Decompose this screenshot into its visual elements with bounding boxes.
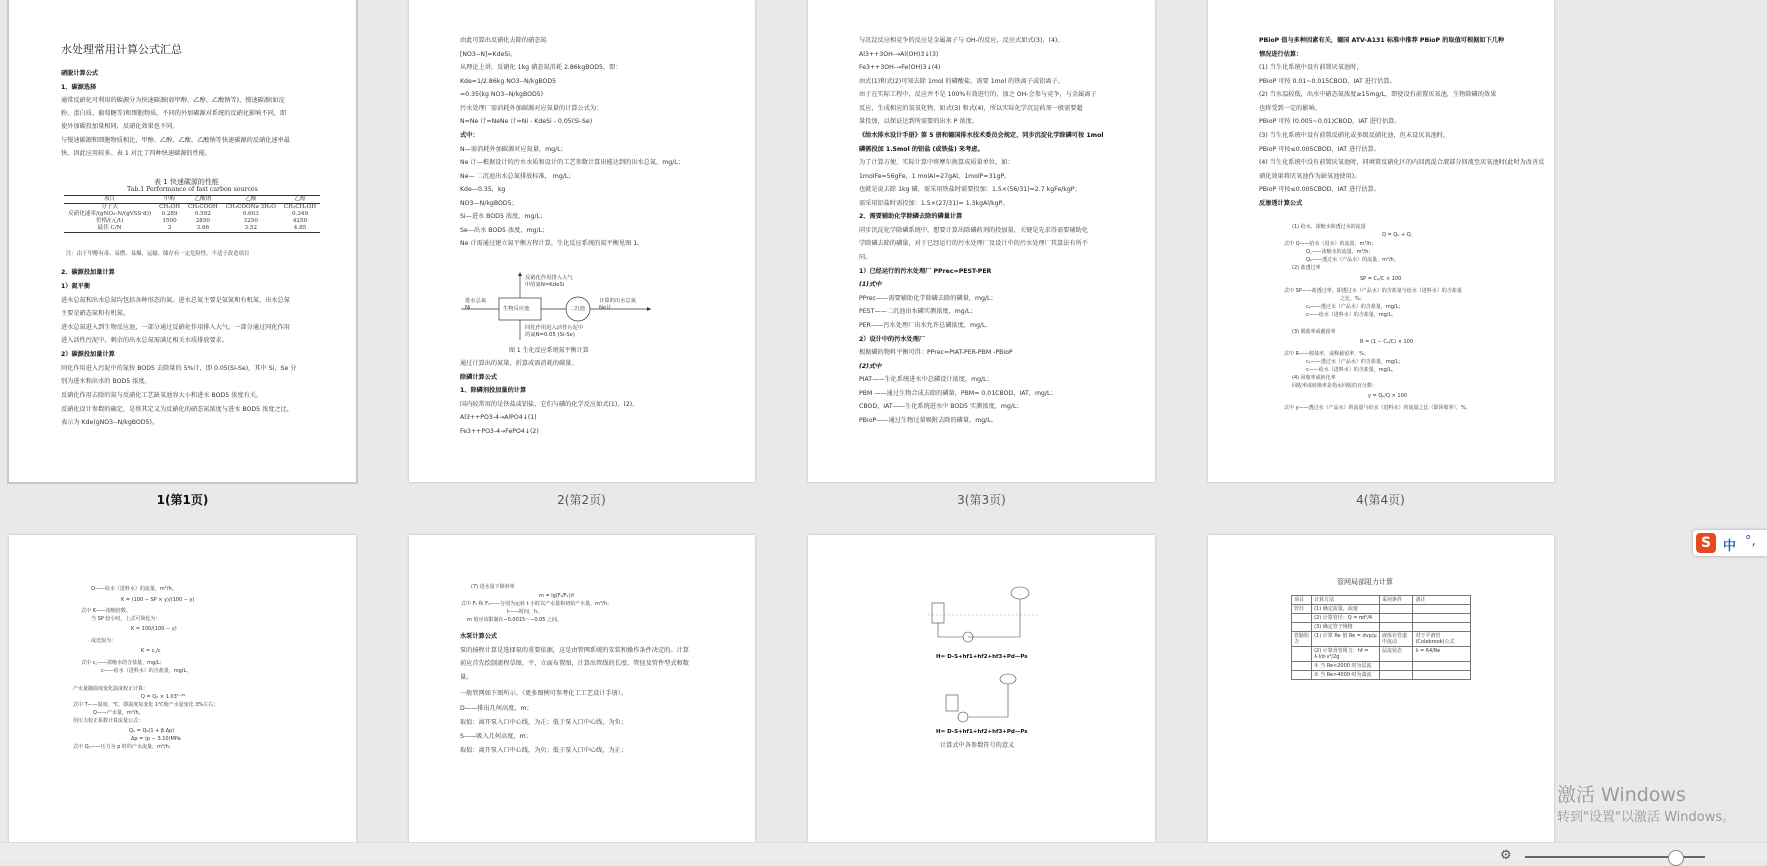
table-cell: 价格/(元/t) [95,218,124,224]
page-thumbnail-5[interactable] [9,535,356,842]
p3-line: 学除磷去除的磷量，对于已经运行的污水处理厂及设计中的污水处理厂其算法有所不 [859,240,1088,247]
formula-line: Δp = (p − 3.10)MPa [131,736,181,742]
table-cell: 反硝化速率/(gNO₃-N/(gVSS·d)) [68,211,152,217]
p2-line: 1、除磷剂投加量的计算 [460,387,527,394]
diagram-label-atmosphere: 反硝化作用排入大气 中的氮N=KdeSi [525,275,573,288]
activation-watermark-subtitle: 转到"设置"以激活 Windows。 [1557,810,1736,825]
p6-line: 一般管网如下图所示。（更多图例可参考化工工艺设计手册）。 [460,690,628,697]
table-cell [1413,662,1471,671]
formula-line: 式中 K——浓缩倍数。 [81,608,131,614]
p1-line: 2、碳源投加量计算 [61,269,115,276]
p1-line: 进水总氮和出水总氮均包括各种形态的氮。进水总氮主要是氨氮和有机氮，出水总氮 [61,297,290,304]
page-thumbnail-8[interactable] [1208,535,1554,842]
figure-caption: 计算式中各参数符号的意义 [940,742,1015,749]
p3-line: PBM ——通过生物合成去除的磷量，PBM= 0.01CBOD，IAT，mg/L； [859,390,1057,397]
formula-line: 式中 SP——盐透过率，即透过水（产品水）的含盐量与给水（进料水）的含盐量 [1284,288,1462,294]
p4-line: PBioP 可按≤0.005CBOD，IAT 进行估算。 [1259,186,1380,193]
p1-line: 1）氮平衡 [61,283,91,290]
p3-line: (1)式中 [859,281,882,288]
table-header-cell: 项目 [1292,596,1312,605]
p2-line: Al3++PO3-4→AlPO4↓(1) [460,414,537,421]
p2-line: 除磷计算公式 [460,374,498,381]
table-cell: 4.85 [280,225,320,233]
p3-line: 需采用铝盐时需投加：1.5×(27/31)= 1.3kgAl/kgP。 [859,200,1009,207]
table-caption: 表 1 快速碳源的性能 [154,178,219,186]
p4-line: (3) 当生化系统中设有前置反硝化或多级反硝化池，但未设厌氧池时， [1259,132,1450,139]
p3-line: 为了计算方便，实际计算中将摩尔换算成质量单位，如： [859,159,1014,166]
p3-line: Fe3++3OH-→Fe(OH)3↓(4) [859,64,941,71]
p3-line: 1molFe=56gFe，1 molAl=27gAl，1molP=31gP。 [859,173,1011,180]
page-thumbnail-7[interactable] [808,535,1155,842]
p4-line: PBioP 可按 0.01~0.015CBOD，IAT 进行估算。 [1259,78,1396,85]
formula-line: 式中 y——透过水（产品水）的流量与给水（进料水）的流量之比（即回收率），%。 [1284,405,1471,411]
formula-line: SP = Cₚ/C × 100 [1360,276,1402,282]
p3-line: 由于在实际工程中，反应并不是 100%有效进行的，加之 OH-会参与竞争，与金属离子 [859,91,1097,98]
p3-line: PPrec——需要辅助化学除磷去除的磷量，mg/L； [859,295,997,302]
p1-line: 进入活性污泥中，剩余的出水总氮需满足相关水质排放要求。 [61,337,229,344]
page-thumbnail-4[interactable] [1208,0,1554,482]
ime-language-toggle[interactable]: 中 [1723,539,1737,554]
table-cell: 管路阻力 [1292,632,1312,647]
formula-line: (2) 盐透过率 [1292,265,1321,271]
p6-line: 取值：离开泵入口中心线，为正；低于泵入口中心线，为负； [460,719,628,726]
p3-line: PEST——二沉池出水磷实测浓度，mg/L； [859,308,977,315]
p2-line: Se—出水 BOD5 浓度，mg/L； [460,227,549,234]
figure-caption: 图 1 生化反应系统氮平衡计算 [509,347,589,354]
table-cell [1379,614,1412,623]
table-cell [1292,623,1312,632]
formula-line: R = (1 − Cₚ/C) × 100 [1360,339,1414,345]
table-cell [1413,623,1471,632]
table-cell [1413,605,1471,614]
formula-line: y = Qₚ/Q × 100 [1368,393,1407,399]
table-cell: 0.592 [194,211,211,217]
table-cell: ② 当 Re>4000 时为湍流 [1312,671,1380,680]
formula-line: c——给水（进料水）的含盐量，mg/L。 [1306,312,1397,318]
table-cell: (1) 确定流量，流速 [1312,605,1380,614]
diagram-label-clarifier: 二沉池 [569,306,585,312]
p2-line: NO3—N/kgBOD5； [460,200,518,207]
formula-line: (3) 脱盐率或截留率 [1292,329,1336,335]
table-cell [1292,647,1312,662]
activation-watermark-title: 激活 Windows [1557,784,1686,806]
formula-line: 式中 Fₜ 和 F₁——分别为运转 t 小时以产水量和初始产水量，m³/h； [461,601,612,607]
formula-line: 之比，%； [1340,296,1365,302]
p4-line: 也将受到一定的影响。 [1259,105,1321,112]
formula-line: (7) 进水量下降斜率 [471,584,515,590]
p1-line: 同化作用进入污泥中的氮按 BOD5 去除量的 5%计，即 0.05(Si-Se)，其中 Si、Se 分 [61,365,297,372]
formula-line: Q = Q₀ × 1.03ᵀ⁻²⁵ [141,694,186,700]
p2-line: 由此可算出反硝化去除的硝态氮 [460,37,547,44]
table-cell: (1) 计算 Re 值 Re = dvρ/μ [1312,632,1380,647]
zoom-slider-handle[interactable] [1668,850,1684,866]
p4-line: 情况进行估算： [1259,51,1303,58]
formula-line: m = lg(Fₜ/F₁)/t [539,593,575,599]
p4-line: PBioP 可按 (0.005~0.01)CBOD，IAT 进行估算。 [1259,118,1401,125]
formula-line: 式中 T——温度，℃，即温度每变化 1℃使产水量变化 3%左右； [73,702,219,708]
p2-line: [NO3--N]=KdeSi。 [460,51,517,58]
formula-line: (1) 给水、浓缩水和透过水的流量 [1292,224,1366,230]
p1-line: 快，因此应用较多。表 1 对比了四种快速碳源的性能。 [61,150,212,157]
diagram-label-reactor: 生物反应池 [503,306,530,312]
page-label-3[interactable]: 3(第3页) [957,493,1006,507]
p3-line: 2）设计中的污水处理厂 [859,336,926,343]
table-cell [1379,605,1412,614]
formula-line: 当 SP 较小时，上式可简化为： [91,616,161,622]
page-label-1[interactable]: 1(第1页) [156,493,209,507]
p1-line: 与慢速碳源和细胞物质相比，甲醇、乙醇、乙酸、乙酸钠等快速碳源的反硝化速率最 [61,137,290,144]
diagram-label-inflow: 进水总氮 Ni [465,298,487,311]
table-cell: 层流状态 [1379,647,1412,662]
table-cell: 对于平滑管(Colebrook)公式 [1413,632,1471,647]
formula-line: 式中 Q——给水（进水）的流量，m³/h； [1284,241,1377,247]
p4-line: (2) 当水温较低，出水中硝态氮浓度≥15mg/L，即使设有前置厌氧池，生物除磷的效果 [1259,91,1497,98]
p2-line: 式中： [460,132,479,139]
p3-line: 由式(1)和式(2)可知去除 1mol 的磷酸盐，需要 1mol 的铁离子或铝离子。 [859,78,1064,85]
table-header-cell: 甲醇 [155,196,184,204]
table-cell [1292,662,1312,671]
p3-line: (2)式中 [859,363,882,370]
formula-line: cₚ——透过水（产品水）的含盐量，mg/L； [1306,304,1404,310]
formula-line: Qₚ——透过水（产品水）的流量，m³/h。 [1306,257,1399,263]
formula-line: 回收率或转换率是指水回收的百分数： [1292,383,1378,389]
p3-line: PIAT——生化系统进水中总磷设计浓度，mg/L； [859,376,993,383]
p3-line: CBOD，IAT——生化系统进水中 BOD5 实测浓度，mg/L； [859,403,1023,410]
table-cell: 0.349 [291,211,308,217]
p3-line: 同。 [859,254,872,261]
table-cell: (2) 计算直管阻力：hf = λ·l/d·v²/2g [1312,647,1380,662]
p4-line: PBioP 可按≤0.005CBOD，IAT 进行估算。 [1259,146,1380,153]
p4-line: (4) 当生化系统中没有前置厌氧池时，同填置反硝化区的内回流混合液部分回流至厌氧池时(此时为改善反 [1259,159,1545,166]
p3-line: 2、需要辅助化学除磷去除的磷量计算 [859,213,963,220]
p3-line: Al3++3OH-→Al(OH)3↓(3) [859,51,939,58]
nitrogen-balance-diagram [461,268,701,358]
table-cell [1379,671,1412,680]
page-thumbnail-2[interactable] [409,0,755,482]
table-header-cell: 项目 [64,196,155,204]
formula-line: K = c꜀/c [141,648,161,654]
page-thumbnail-6[interactable] [409,535,755,842]
p1-line: 2）碳源投加量计算 [61,351,115,358]
p1-line: 硝脱计算公式 [61,70,99,77]
formula-line: Qₚ = Q₀(1 + β Δp) [129,728,175,734]
table-note: 注：由于甲醇有毒、易燃、易爆，运输、储存有一定危险性，不适于改造项目 [66,251,250,257]
table-cell: 4250 [292,218,308,224]
p2-line: Ne 计需通过建立氮平衡方程计算，生化反应系统的氮平衡见图 1。 [460,240,644,247]
p2-line: 污水处理厂需消耗外加碳源对应氮量的计算公式为： [460,105,603,112]
table-cell: 3 [155,225,184,233]
p3-line: 也就是说去除 1kg 磷，需采用铁盐时需要投加：1.5×(56/31)=2.7 kgFe/kgP； [859,186,1081,193]
p3-line: PBioP——通过生物过量吸附去除的磷量，mg/L。 [859,417,997,424]
table-cell: 2850 [195,218,210,224]
formula-line: 式中 Qₚ——压力为 p 时的产水流量，m³/h； [73,744,174,750]
p2-line: Ne 计—根据设计的污水水质和设计的工艺参数计算出能达到的出水总氮，mg/L； [460,159,684,166]
formula-line: m 值应该限制在−0.0015～−0.05 之间。 [467,617,563,623]
table-cell: CH₃COOH [187,204,218,210]
formula-line: Q——产水量，m³/h。 [93,710,144,716]
table-cell: 3250 [243,218,258,224]
table-cell: CH₃OH [159,204,180,210]
p2-line: =0.35(kg NO3--N/kgBOD5) [460,91,544,98]
p3-line: 同步沉淀化学除磷系统中，想要计算出除磷药剂的投加量，关键是先求得需要辅助化 [859,227,1088,234]
table-cell: 0.603 [242,211,259,217]
p3-line: PER——污水处理厂出水允许总磷浓度，mg/L。 [859,322,992,329]
table-cell [1292,614,1312,623]
p3-line: 与沉淀反应相竞争的反应是金属离子与 OH-的反应，反应式如式(3)、(4)。 [859,37,1064,44]
p3-line: 1）已经运行的污水处理厂 PPrec=PEST-PER [859,268,992,275]
page-thumbnail-1[interactable] [9,0,356,482]
formula-line: 或近似为： [91,638,117,644]
table-cell: (2) 计算管径：Q = πd²/4 [1312,614,1380,623]
p1-line: 粉、蛋白质、葡萄糖等)和细胞物质。不同的外加碳源对系统的反硝化影响不同，即 [61,110,287,117]
formula-line: cₚ——透过水（产品水）的含盐量，mg/L； [1306,359,1404,365]
p4-line: PBioP 值与多种因素有关，德国 ATV-A131 标准中推荐 PBioP 的取值可根据如下几种 [1259,37,1505,44]
formula-line: Q——给水（进料水）的流量，m³/h。 [91,586,177,592]
p1-line: 进水总氮进入到生物反应池，一部分通过反硝化作用排入大气，一部分通过同化作用 [61,324,290,331]
pump-formula-1: H= D-S+hf1+hf2+hf3+Pd—Ps [936,654,1028,660]
p1-line: 别为进水和出水的 BOD5 浓度。 [61,378,151,385]
p6-line: D——排出几何高度，m； [460,705,533,712]
p2-line: N=Ne 计=NeNe 计=Ni - KdeSi - 0.05(Si-Se) [460,118,593,125]
p4-line: 硝化效果将厌氧池作为缺氧池使用)。 [1259,173,1361,180]
formula-line: 式中 R——脱盐率，或称截留率，%； [1284,351,1369,357]
table-header-cell: 乙酸钠 [184,196,222,204]
diagram-label-outflow: 计算的出水总氮 Ne计 [599,298,637,311]
p6-line: 取值：离开泵入口中心线，为负；低于泵入口中心线，为正； [460,747,628,754]
settings-icon[interactable]: ⚙ [1500,848,1512,863]
table-cell: 1500 [162,218,177,224]
table-cell: λ = 64/Re [1413,647,1471,662]
formula-line: Q = Qₚ + Q꜀ [1382,232,1413,238]
p1-line: 反硝化作用去除的氮与反硝化工艺缺氧池容大小和进水 BOD5 浓度有关。 [61,392,263,399]
pump-network-diagram-1 [928,575,1038,655]
table-cell [1379,662,1412,671]
diagram-label-sludge: 同化作用进入活性污泥中 的氮N=0.05 (Si-Se) [525,325,584,338]
table-cell: 3.52 [222,225,280,233]
pump-formula-2: H= D-S+hf1+hf2+hf3+Pd—Ps [936,729,1028,735]
ime-punctuation-toggle[interactable]: °, [1745,534,1756,549]
p6-line: 泵的扬程计算是选择泵的重要依据，这是由管网系统的安装和操作条件决定的。计算 [460,647,689,654]
formula-line: Q꜀——浓缩水的流量，m³/h； [1306,249,1374,255]
formula-line: 式中 c꜀——浓缩水的含盐量，mg/L； [81,660,165,666]
table-cell: 管径 [1292,605,1312,614]
page-label-2[interactable]: 2(第2页) [557,493,606,507]
p2-line: 国内较常用的是铁盐或铝盐，它们与磷的化学反应如式(1)、(2)。 [460,401,639,408]
table-cell [1413,614,1471,623]
table-cell: CH₃CH₂OH [283,204,317,210]
table-cell [1292,671,1312,680]
document-title: 水处理常用计算公式汇总 [61,43,182,56]
p3-line: 根据磷的物料平衡可得：PPrec=PIAT-PER-PBM -PBioP [859,349,1013,356]
formula-line: K = (100 − SP × y)/(100 − y) [121,597,195,603]
p6-line: S——吸入几何高度，m； [460,733,532,740]
table-cell [1379,623,1412,632]
p6-line: 水泵计算公式 [460,633,498,640]
p1-line: 主要是硝态氮和有机氮。 [61,310,130,317]
table-caption-en: Tab.1 Performance of fast carbon sources [127,186,258,193]
p1-line: 反硝化设计参数的确定，是将其定义为反硝化的硝态氮浓度与进水 BOD5 浓度之比， [61,406,294,413]
p1-line: 表示为 Kde(gNO3--N/kgBOD5)。 [61,419,159,426]
p3-line: 《给水排水设计手册》第 5 册和德国排水技术委员会规定，同步沉淀化学除磷可按 1mol [859,132,1104,139]
p1-line: 1、碳源选择 [61,84,97,91]
table-cell: 最佳 C/N [64,225,155,233]
page-thumbnail-3[interactable] [808,0,1155,482]
table-cell: 3.66 [184,225,222,233]
table-cell: ① 当 Re<2000 时为层流 [1312,662,1380,671]
p2-line: N—需消耗外加碳源对应氮量，mg/L； [460,146,567,153]
pump-network-diagram-2 [938,667,1038,727]
page-label-4[interactable]: 4(第4页) [1356,493,1405,507]
table-cell: (3) 确定管子规格 [1312,623,1380,632]
formula-line: 产水量随温度变化温度校正计算： [73,686,149,692]
p4-line: 反渗透计算公式 [1259,200,1303,207]
p2-line: Si—进水 BOD5 浓度，mg/L； [460,213,547,220]
p2-line: Kde=1/2.86kg NO3--N/kgBOD5 [460,78,557,85]
ime-toolbar[interactable] [1693,530,1767,556]
table-cell [1413,671,1471,680]
table-cell: 分子式 [101,204,118,210]
table-header-cell: 乙酸 [222,196,280,204]
table-cell: 0.289 [161,211,178,217]
p2-line: Fe3++PO3-4→FePO4↓(2) [460,428,539,435]
sogou-logo-icon[interactable]: S [1696,533,1716,553]
resistance-table [1291,595,1471,680]
table-header-cell: 乙醇 [280,196,320,204]
formula-line: 用压力校正系数计算流量公式： [73,718,144,724]
p6-line: 量。 [460,674,473,681]
p3-line: 量投加，以保证达到所需要的出水 P 浓度。 [859,118,979,125]
carbon-source-table [64,195,320,233]
table-header-cell: 备注 [1413,596,1471,605]
table-header-cell: 采用条件 [1379,596,1412,605]
p2-line: Kde—0.35，kg [460,186,506,193]
formula-line: (4) 回收率或转化率 [1292,375,1336,381]
formula-line: c——给水（进料水）的含盐量，mg/L。 [1306,367,1397,373]
p4-line: (1) 当生化系统中设有前置厌氧池时， [1259,64,1363,71]
formula-line: c——给水（进料水）的含盐量，mg/L。 [101,668,192,674]
p6-line: 前应首先绘制流程草图，平、立面布置图，计算出管线的长度、管径及管件型式和数 [460,660,689,667]
formula-line: t——时间，h。 [507,609,543,615]
p3-line: 反应，生成相应的氢氧化物，如式(3) 和式(4)，所以实际化学沉淀药剂一般需要超 [859,105,1083,112]
formula-line: K = 100/(100 − y) [131,626,177,632]
table-header-cell: 计算方法 [1312,596,1380,605]
table-cell: CH₃COONa·3H₂O [225,204,276,210]
p1-line: 通常反硝化可利用的碳源分为快速碳源(如甲醇、乙醇、乙酸钠等)、慢速碳源(如淀 [61,97,285,104]
table-cell: 液体在管道中流动 [1379,632,1412,647]
p2-line: Ne— 二沉池出水总氮排放标准， mg/L； [460,173,575,180]
table-title: 管网局部阻力计算 [1337,578,1393,586]
p2-line: 通过计算出的氮量，折算成需消耗的碳量。 [460,360,578,367]
p3-line: 磷需投加 1.5mol 的铝盐 (或铁盐) 来考虑。 [859,146,984,153]
p1-line: 使外加碳投加量相同，反硝化效果也不同。 [61,123,179,130]
p2-line: 从理论上讲，反硝化 1kg 硝态氮消耗 2.86kgBOD5，即： [460,64,622,71]
